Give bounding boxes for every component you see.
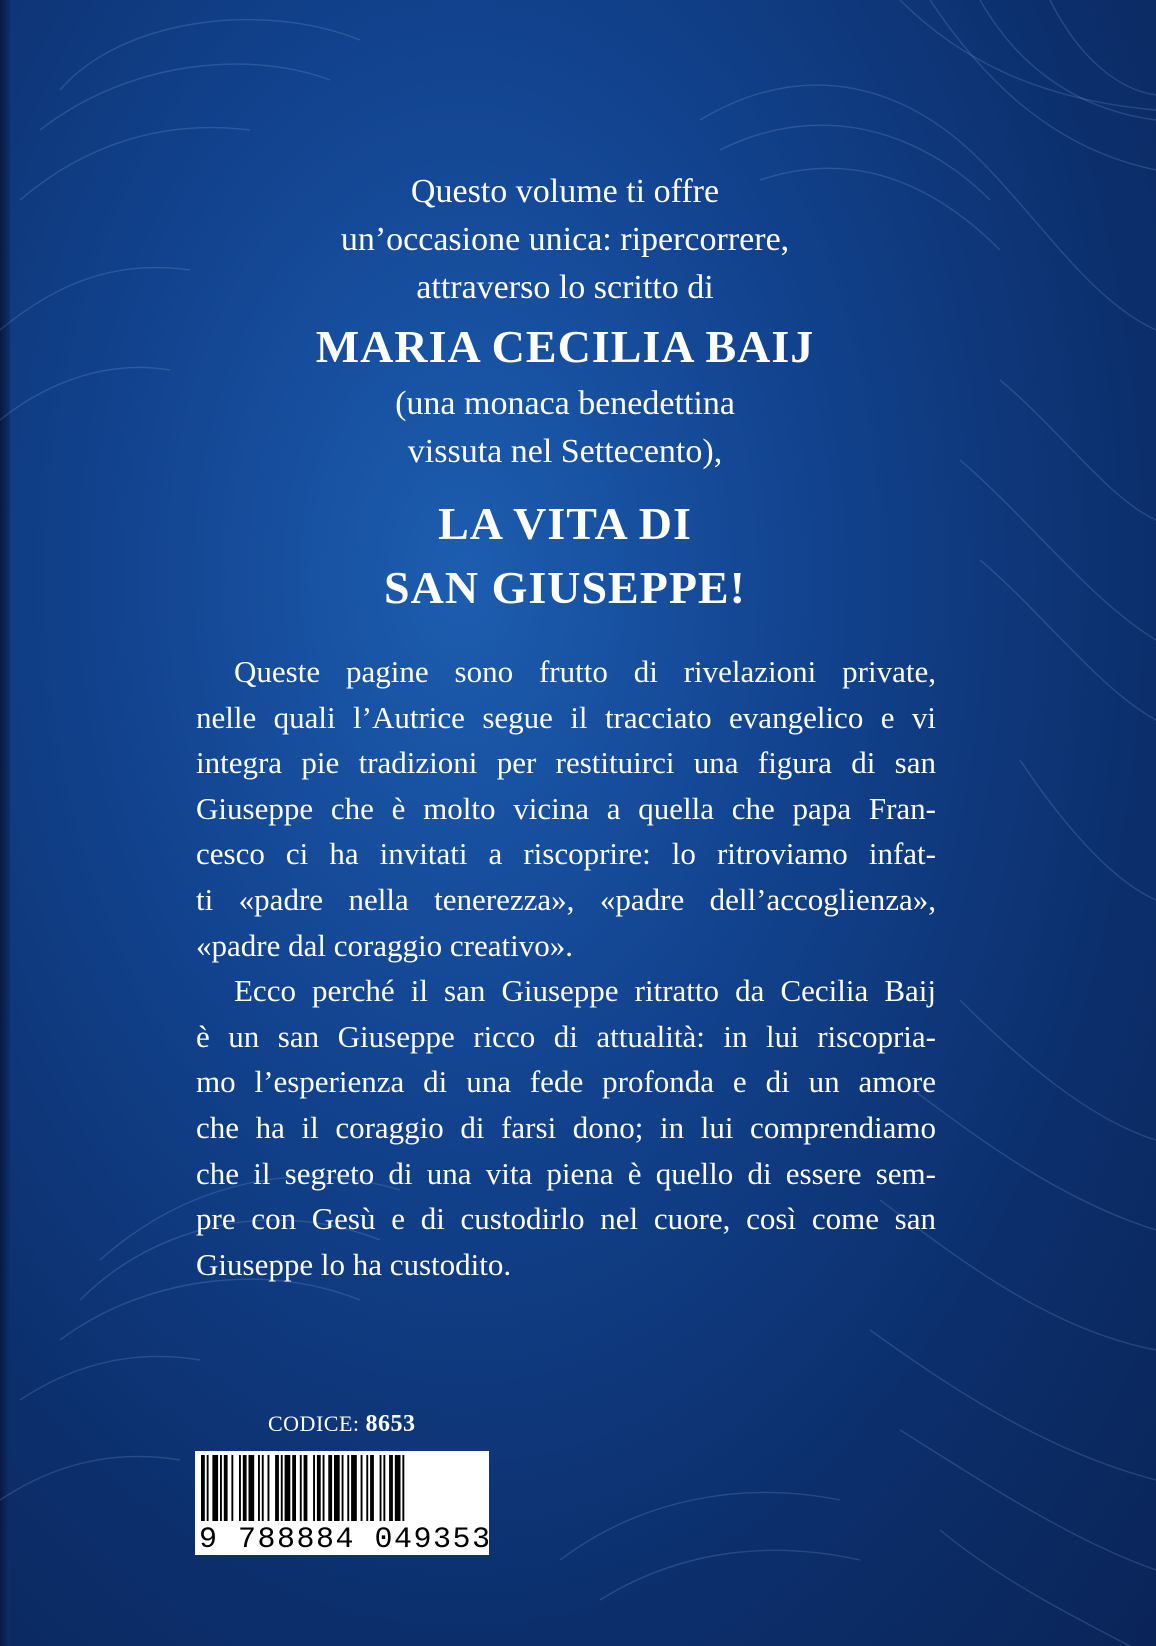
barcode-bar [304,1455,308,1521]
barcode-bar [328,1455,332,1521]
barcode-bar [317,1455,321,1521]
author-note [230,380,900,476]
intro-line: attraverso lo scritto di [416,269,714,306]
barcode-bar [268,1455,270,1521]
barcode-bar [262,1455,264,1521]
barcode-bar [207,1455,209,1521]
blurb-line: pre con Gesù e di custodirlo nel cuore, così come san [196,1201,936,1237]
barcode-bar [383,1455,385,1521]
barcode-bar [361,1455,363,1521]
barcode-bar [224,1455,228,1521]
author-note-line: vissuta nel Settecento), [407,433,723,470]
barcode-bar [347,1455,349,1521]
blurb [196,649,936,1287]
barcode-bar [342,1455,344,1521]
barcode-bar [212,1455,218,1521]
intro-line: un’occasione unica: ripercorrere, [340,221,790,258]
barcode-bar [370,1455,374,1521]
barcode-bar [281,1455,283,1521]
barcode-bar [402,1455,404,1521]
barcode-bar [380,1455,382,1521]
isbn-digits: 9 788884 049353 [199,1523,492,1557]
barcode-bar [389,1455,393,1521]
blurb-line: Giuseppe lo ha custodito. [196,1246,512,1282]
blurb-line: «padre dal coraggio creativo». [196,927,573,963]
barcode-bar [258,1455,260,1521]
blurb-line: Queste pagine sono frutto di rivelazioni private, [234,654,936,689]
blurb-line: mo l’esperienza di una fede profonda e di un amore [196,1064,936,1100]
barcode-bar [323,1455,325,1521]
barcode-bar [249,1455,255,1521]
blurb-line: ti «padre nella tenerezza», «padre dell’accoglienza», [196,881,936,917]
blurb-line: che ha il coraggio di farsi dono; in lui comprendiamo [196,1109,936,1145]
author-note-line: (una monaca benedettina [395,385,735,422]
isbn-barcode [195,1451,492,1557]
blurb-line: nelle quali l’Autrice segue il tracciato evangelico e vi [196,699,936,735]
product-code [268,1411,416,1438]
barcode-bar [300,1455,302,1521]
barcode-bar [313,1455,315,1521]
barcode-bar [231,1455,233,1521]
barcode-bar [220,1455,222,1521]
barcode-bar [366,1455,368,1521]
blurb-line: è un san Giuseppe ricco di attualità: in lui riscopria- [196,1018,936,1054]
intro-line: Questo volume ti offre [410,173,720,210]
spine-edge [0,0,10,1646]
title-line: LA VITA DI [438,498,692,549]
barcode-bar [243,1455,247,1521]
barcode-bar [201,1455,205,1521]
blurb-line: cesco ci ha invitati a riscoprire: lo ritroviamo infat- [196,836,936,872]
title-line: SAN GIUSEPPE! [384,562,746,613]
barcode-bar [351,1455,357,1521]
blurb-line: integra pie tradizioni per restituirci una figura di san [196,745,936,781]
product-code-label: CODICE: [268,1411,360,1436]
author-name: MARIA CECILIA BAIJ [315,321,815,372]
barcode-bar [292,1455,296,1521]
blurb-line: Giuseppe che è molto vicina a quella che papa Fran- [196,790,936,826]
barcode-bar [395,1455,401,1521]
intro-text [230,168,900,312]
barcode-bar [239,1455,241,1521]
barcode-bar [334,1455,340,1521]
barcode-bar [275,1455,279,1521]
barcode-bar [285,1455,291,1521]
product-code-value: 8653 [365,1411,416,1437]
blurb-line: che il segreto di una vita piena è quello di essere sem- [196,1155,936,1191]
book-title [230,492,900,620]
blurb-line: Ecco perché il san Giuseppe ritratto da Cecilia Baij [234,973,936,1009]
